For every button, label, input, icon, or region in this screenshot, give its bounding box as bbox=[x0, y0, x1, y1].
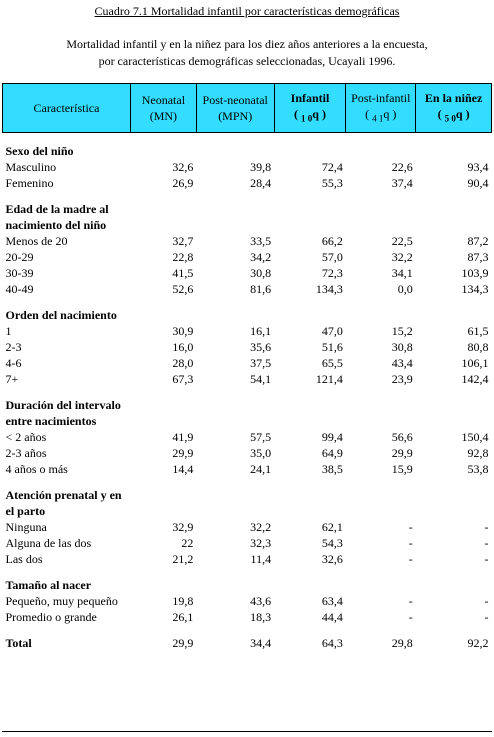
row-label: Las dos bbox=[5, 552, 43, 566]
header-post-infantil: Post-infantil ( $_{4 1}$q ) bbox=[346, 84, 416, 133]
spacer-row bbox=[3, 477, 492, 487]
row-label: 2-3 años bbox=[5, 446, 47, 460]
row-value: 56,6 bbox=[391, 430, 413, 444]
row-value: 72,4 bbox=[321, 160, 343, 174]
row-label: Pequeño, muy pequeño bbox=[5, 594, 118, 608]
row-value: 29,9 bbox=[172, 446, 194, 460]
row-value: 106,1 bbox=[461, 356, 489, 370]
section-heading bbox=[3, 201, 492, 217]
row-value: 93,4 bbox=[467, 160, 489, 174]
row-value: 41,9 bbox=[172, 430, 194, 444]
row-label: 1 bbox=[5, 324, 12, 338]
row-value: 103,9 bbox=[461, 266, 489, 280]
row-value: 121,4 bbox=[315, 372, 343, 386]
row-value: 24,1 bbox=[250, 462, 272, 476]
row-value: 32,9 bbox=[172, 520, 194, 534]
row-value: 87,3 bbox=[467, 250, 489, 264]
row-value: 72,3 bbox=[321, 266, 343, 280]
row-label: 2-3 bbox=[5, 340, 22, 354]
row-value: 15,2 bbox=[391, 324, 413, 338]
row-label: 20-29 bbox=[5, 250, 34, 264]
section-heading-text: Orden del nacimiento bbox=[5, 308, 117, 322]
row-value: 26,1 bbox=[172, 610, 194, 624]
table-row bbox=[3, 265, 492, 281]
table-row bbox=[3, 519, 492, 535]
row-value: - bbox=[484, 594, 489, 608]
row-value: 67,3 bbox=[172, 372, 194, 386]
row-value: 22,8 bbox=[172, 250, 194, 264]
section-heading bbox=[3, 577, 492, 593]
table-row bbox=[3, 233, 492, 249]
row-value: 38,5 bbox=[321, 462, 343, 476]
row-value: 33,5 bbox=[250, 234, 272, 248]
row-label: Femenino bbox=[5, 176, 54, 190]
spacer-row bbox=[3, 191, 492, 201]
row-value: 62,1 bbox=[321, 520, 343, 534]
row-value: 23,9 bbox=[391, 372, 413, 386]
row-value: 34,1 bbox=[391, 266, 413, 280]
section-heading bbox=[3, 413, 492, 429]
row-value: 32,6 bbox=[172, 160, 194, 174]
row-value: 28,0 bbox=[172, 356, 194, 370]
row-value: 134,3 bbox=[315, 282, 343, 296]
row-value: 61,5 bbox=[467, 324, 489, 338]
table-row bbox=[3, 429, 492, 445]
section-heading bbox=[3, 143, 492, 159]
row-value: 32,3 bbox=[250, 536, 272, 550]
header-infantil: Infantil ( $_{1 0}$q ) bbox=[274, 84, 346, 133]
row-value: - bbox=[408, 552, 413, 566]
total-value: 34,4 bbox=[250, 636, 272, 650]
row-value: 26,9 bbox=[172, 176, 194, 190]
row-value: - bbox=[484, 520, 489, 534]
section-heading bbox=[3, 397, 492, 413]
header-post-neonatal: Post-neonatal (MPN) bbox=[196, 84, 274, 133]
table-row bbox=[3, 159, 492, 175]
row-value: 18,3 bbox=[250, 610, 272, 624]
row-value: 134,3 bbox=[461, 282, 489, 296]
table-row bbox=[3, 551, 492, 567]
section-heading-text: Tamaño al nacer bbox=[5, 578, 92, 592]
section-heading-text: Duración del intervalo bbox=[5, 398, 121, 412]
table-title: Cuadro 7.1 Mortalidad infantil por características demográficas bbox=[94, 4, 400, 18]
row-value: 54,3 bbox=[321, 536, 343, 550]
table-row bbox=[3, 609, 492, 625]
row-value: 30,8 bbox=[250, 266, 272, 280]
row-value: 30,9 bbox=[172, 324, 194, 338]
subtitle-line-1: Mortalidad infantil y en la niñez para los diez años anteriores a la encuesta, bbox=[66, 37, 428, 51]
row-value: 22,5 bbox=[391, 234, 413, 248]
spacer-row bbox=[3, 567, 492, 577]
row-value: 52,6 bbox=[172, 282, 194, 296]
row-label: Promedio o grande bbox=[5, 610, 97, 624]
row-value: - bbox=[484, 610, 489, 624]
row-value: 37,5 bbox=[250, 356, 272, 370]
row-label: 40-49 bbox=[5, 282, 34, 296]
section-heading-text: Edad de la madre al bbox=[5, 202, 109, 216]
row-label: 7+ bbox=[5, 372, 19, 386]
section-heading-text: nacimiento del niño bbox=[5, 218, 107, 232]
row-value: 22,6 bbox=[391, 160, 413, 174]
table-row bbox=[3, 281, 492, 297]
row-label: 4 años o más bbox=[5, 462, 68, 476]
total-value: 64,3 bbox=[321, 636, 343, 650]
header-en-la-ninez: En la niñez ( $_{5 0}$q ) bbox=[416, 84, 492, 133]
row-value: 32,2 bbox=[391, 250, 413, 264]
total-value: 29,9 bbox=[172, 636, 194, 650]
row-value: 55,3 bbox=[321, 176, 343, 190]
row-value: 30,8 bbox=[391, 340, 413, 354]
subtitle-line-2: por características demográficas seleccionadas, Ucayali 1996. bbox=[98, 54, 396, 68]
row-value: 21,2 bbox=[172, 552, 194, 566]
row-value: 39,8 bbox=[250, 160, 272, 174]
row-label: Menos de 20 bbox=[5, 234, 68, 248]
table-row bbox=[3, 461, 492, 477]
row-value: 29,9 bbox=[391, 446, 413, 460]
row-value: 142,4 bbox=[461, 372, 489, 386]
total-label: Total bbox=[5, 636, 32, 650]
row-label: 30-39 bbox=[5, 266, 34, 280]
row-value: 44,4 bbox=[321, 610, 343, 624]
table-row bbox=[3, 323, 492, 339]
row-value: 63,4 bbox=[321, 594, 343, 608]
row-value: 43,6 bbox=[250, 594, 272, 608]
table-row bbox=[3, 355, 492, 371]
table-row bbox=[3, 249, 492, 265]
row-value: 66,2 bbox=[321, 234, 343, 248]
row-value: 43,4 bbox=[391, 356, 413, 370]
spacer-row bbox=[3, 297, 492, 307]
row-value: 32,2 bbox=[250, 520, 272, 534]
row-value: 22 bbox=[181, 536, 194, 550]
row-value: - bbox=[408, 536, 413, 550]
mortality-table bbox=[2, 83, 492, 651]
spacer-row bbox=[3, 387, 492, 397]
section-heading bbox=[3, 217, 492, 233]
table-row bbox=[3, 371, 492, 387]
row-value: 37,4 bbox=[391, 176, 413, 190]
row-value: 92,8 bbox=[467, 446, 489, 460]
row-value: 35,0 bbox=[250, 446, 272, 460]
row-value: - bbox=[484, 536, 489, 550]
table-row bbox=[3, 535, 492, 551]
row-value: 14,4 bbox=[172, 462, 194, 476]
row-value: 16,1 bbox=[250, 324, 272, 338]
row-value: 47,0 bbox=[321, 324, 343, 338]
row-value: 34,2 bbox=[250, 250, 272, 264]
spacer-row bbox=[3, 133, 492, 144]
row-value: 53,8 bbox=[467, 462, 489, 476]
header-row bbox=[3, 84, 492, 133]
section-heading bbox=[3, 307, 492, 323]
row-value: 41,5 bbox=[172, 266, 194, 280]
row-value: 57,5 bbox=[250, 430, 272, 444]
row-value: 87,2 bbox=[467, 234, 489, 248]
spacer-row bbox=[3, 625, 492, 635]
section-heading bbox=[3, 503, 492, 519]
total-value: 92,2 bbox=[467, 636, 489, 650]
row-value: - bbox=[408, 594, 413, 608]
row-value: 150,4 bbox=[461, 430, 489, 444]
total-row bbox=[3, 635, 492, 651]
row-value: 54,1 bbox=[250, 372, 272, 386]
table-row bbox=[3, 445, 492, 461]
row-value: 35,6 bbox=[250, 340, 272, 354]
row-value: 32,6 bbox=[321, 552, 343, 566]
section-heading bbox=[3, 487, 492, 503]
table-row bbox=[3, 339, 492, 355]
header-caracteristica: Característica bbox=[3, 84, 131, 133]
row-value: 19,8 bbox=[172, 594, 194, 608]
table-subtitle bbox=[0, 36, 494, 70]
row-value: - bbox=[408, 610, 413, 624]
table-row bbox=[3, 175, 492, 191]
table-row bbox=[3, 593, 492, 609]
row-value: 65,5 bbox=[321, 356, 343, 370]
row-value: 51,6 bbox=[321, 340, 343, 354]
row-value: 80,8 bbox=[467, 340, 489, 354]
bottom-rule bbox=[2, 731, 492, 732]
row-label: Masculino bbox=[5, 160, 57, 174]
row-value: 15,9 bbox=[391, 462, 413, 476]
row-value: 99,4 bbox=[321, 430, 343, 444]
row-value: - bbox=[484, 552, 489, 566]
section-heading-text: Sexo del niño bbox=[5, 144, 74, 158]
row-value: 16,0 bbox=[172, 340, 194, 354]
row-value: 0,0 bbox=[397, 282, 413, 296]
row-value: 32,7 bbox=[172, 234, 194, 248]
header-neonatal: Neonatal (MN) bbox=[130, 84, 196, 133]
row-label: Ninguna bbox=[5, 520, 47, 534]
row-label: 4-6 bbox=[5, 356, 22, 370]
row-value: 57,0 bbox=[321, 250, 343, 264]
row-value: 81,6 bbox=[250, 282, 272, 296]
section-heading-text: entre nacimientos bbox=[5, 414, 97, 428]
section-heading-text: el parto bbox=[5, 504, 46, 518]
row-value: 28,4 bbox=[250, 176, 272, 190]
row-label: < 2 años bbox=[5, 430, 47, 444]
row-value: - bbox=[408, 520, 413, 534]
total-value: 29,8 bbox=[391, 636, 413, 650]
section-heading-text: Atención prenatal y en bbox=[5, 488, 122, 502]
row-value: 11,4 bbox=[250, 552, 272, 566]
row-value: 64,9 bbox=[321, 446, 343, 460]
table-body bbox=[3, 133, 492, 652]
row-label: Alguna de las dos bbox=[5, 536, 92, 550]
row-value: 90,4 bbox=[467, 176, 489, 190]
